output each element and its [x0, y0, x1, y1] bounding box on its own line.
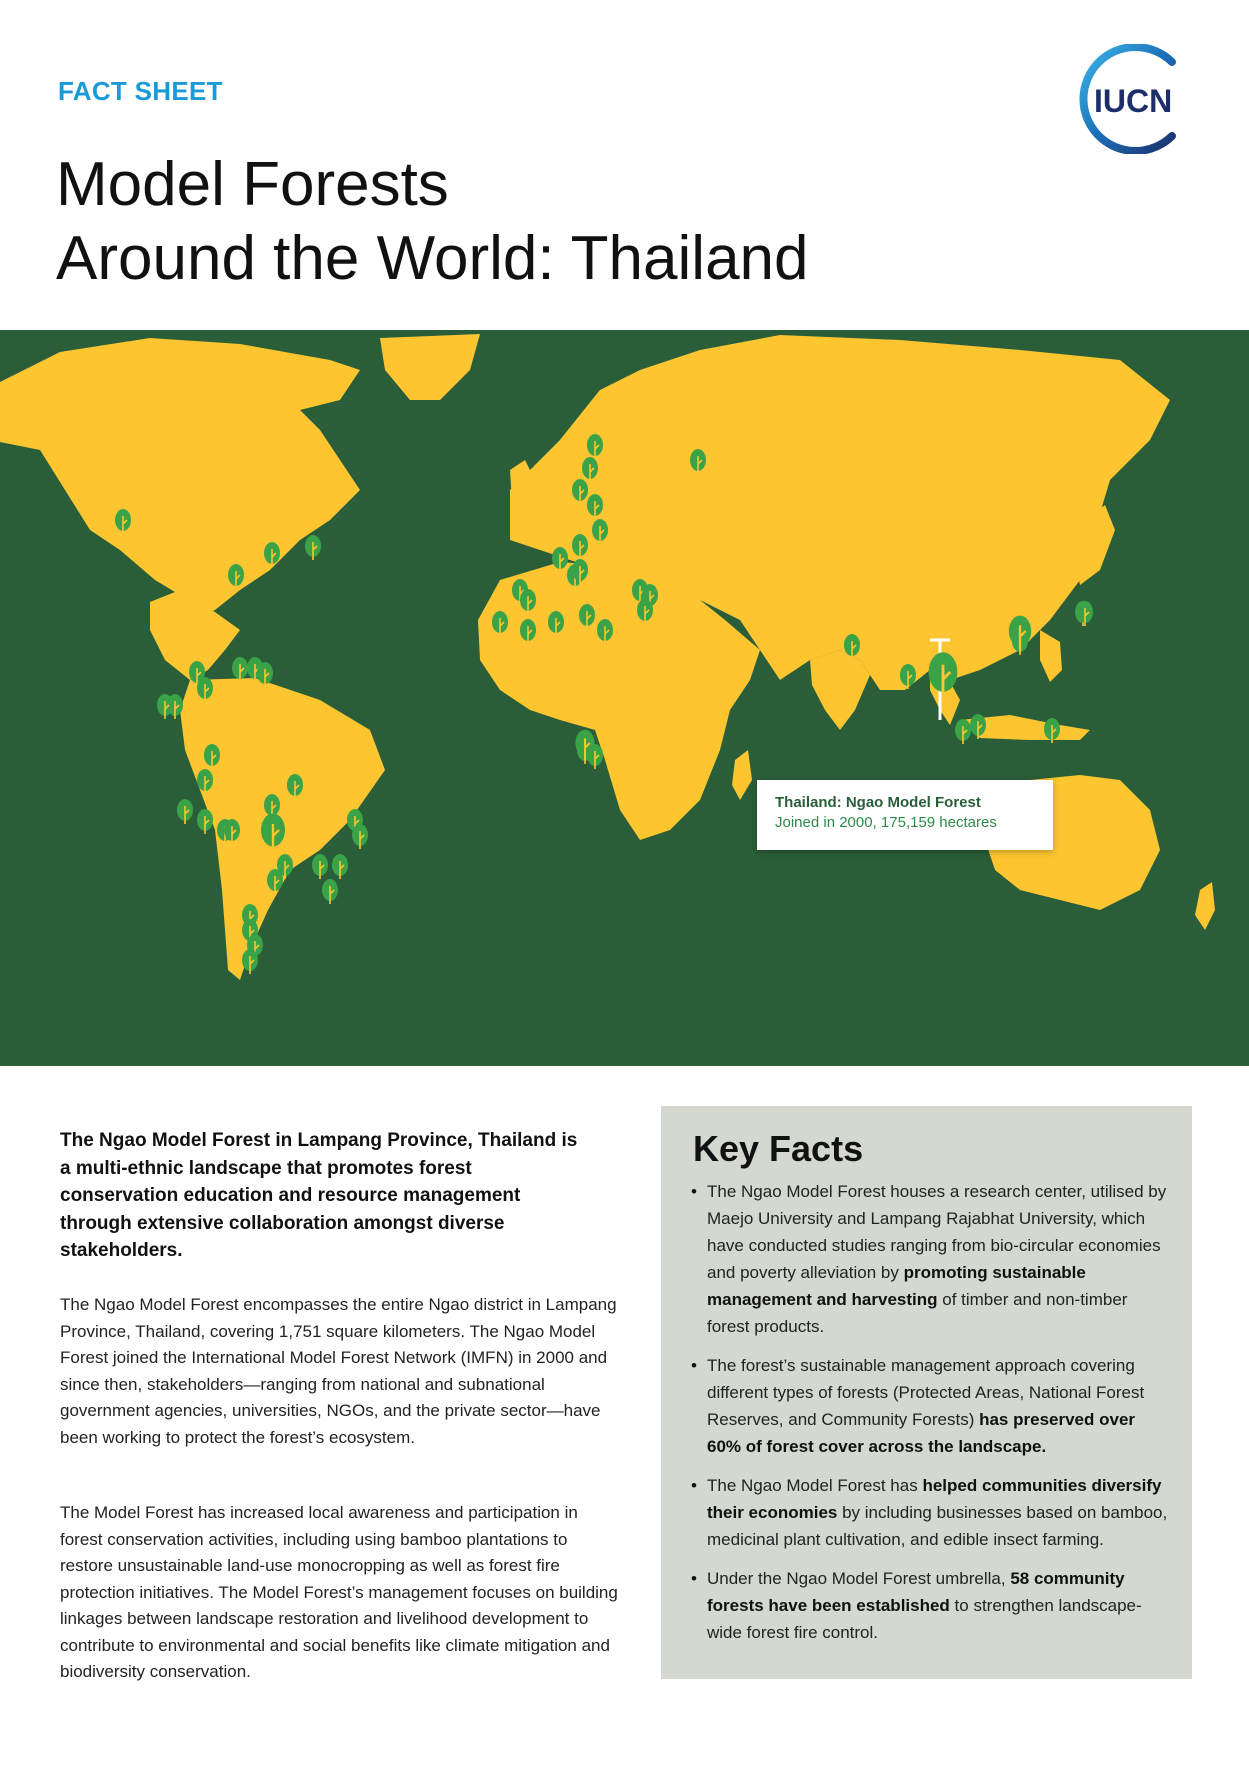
key-facts-list: [685, 1178, 1168, 1646]
land-philippines: [1040, 630, 1062, 682]
world-map: [0, 330, 1249, 1066]
land-new-zealand: [1195, 882, 1215, 930]
title-line-2: Around the World: Thailand: [56, 224, 809, 293]
tree-icon: [332, 854, 348, 879]
world-map-graphic: [0, 330, 1249, 1066]
tree-icon: [1077, 601, 1093, 626]
key-fact-text: by including businesses based on bamboo, medicinal plant cultivation, and edible insect farming.: [707, 1503, 1168, 1549]
tree-icon: [322, 879, 338, 904]
tree-icon: [232, 657, 248, 682]
logo-text: IUCN: [1094, 83, 1173, 119]
body-paragraph-1: The Ngao Model Forest encompasses the entire Ngao district in Lampang Province, Thailand, covering 1,751 square kilometers. The Ngao Model Forest joined the International Model Forest Network (IMFN) in 2000 and since then, stakeholders—ranging from national and subnational government agencies, universities, NGOs, and the private sector—have been working to protect the forest’s ecosystem.: [60, 1295, 617, 1447]
key-fact-item: [685, 1178, 1168, 1340]
tree-icon: [312, 854, 328, 879]
callout-title: Thailand: Ngao Model Forest: [775, 794, 981, 811]
callout-subtitle: Joined in 2000, 175,159 hectares: [775, 814, 997, 831]
key-fact-text: Under the Ngao Model Forest umbrella,: [707, 1569, 1011, 1588]
key-fact-text: The Ngao Model Forest has: [707, 1476, 923, 1495]
land-north-america: [0, 338, 360, 620]
tree-icon: [352, 824, 368, 849]
tree-icon: [177, 799, 193, 824]
tree-icon: [242, 949, 258, 974]
land-madagascar: [732, 750, 752, 800]
thailand-callout: [757, 780, 1053, 850]
tree-icon: [305, 535, 321, 560]
tree-icon: [955, 719, 971, 744]
land-india: [810, 650, 870, 730]
iucn-logo-graphic: [1076, 44, 1191, 154]
page-title: [56, 148, 809, 296]
key-fact-highlight: has preserved over 60% of forest cover across the landscape.: [707, 1410, 1136, 1456]
key-fact-highlight: 58 community forests have been established: [707, 1569, 1125, 1615]
key-fact-highlight: helped communities diversify their economies: [707, 1476, 1162, 1522]
title-line-1: Model Forests: [56, 150, 449, 219]
key-fact-item: [685, 1472, 1168, 1553]
key-fact-text: to strengthen landscape-wide forest fire control.: [707, 1596, 1142, 1642]
iucn-logo: [1076, 44, 1191, 154]
fact-sheet-label: FACT SHEET: [58, 76, 223, 106]
key-fact-item: [685, 1352, 1168, 1460]
tree-icon: [197, 809, 213, 834]
key-fact-text: of timber and non-timber forest products.: [707, 1290, 1128, 1336]
tree-icon: [157, 694, 173, 719]
key-fact-text: The Ngao Model Forest houses a research center, utilised by Maejo University and Lampang Rajabhat University, which have conducted studies ranging from bio-circular economies and poverty alleviation by: [707, 1182, 1167, 1282]
land-greenland: [380, 334, 480, 400]
key-facts-title: Key Facts: [693, 1128, 864, 1169]
key-fact-text: The forest’s sustainable management approach covering different types of forests (Protected Areas, National Forest Reserves, and Community Forests): [707, 1356, 1145, 1429]
key-fact-item: [685, 1565, 1168, 1646]
lead-paragraph: The Ngao Model Forest in Lampang Province, Thailand is a multi-ethnic landscape that promotes forest conservation education and resource management through extensive collaboration amongst diverse stakeholders.: [60, 1130, 578, 1261]
key-fact-highlight: promoting sustainable management and harvesting: [707, 1263, 1086, 1309]
key-facts-box: [661, 1106, 1192, 1679]
body-paragraph-2: The Model Forest has increased local awareness and participation in forest conservation activities, including using bamboo plantations to restore unsustainable land-use monocropping as well as forest fire protection initiatives. The Model Forest’s management focuses on building linkages between landscape restoration and livelihood development to contribute to environmental and social benefits like climate mitigation and biodiversity conservation.: [60, 1503, 618, 1681]
